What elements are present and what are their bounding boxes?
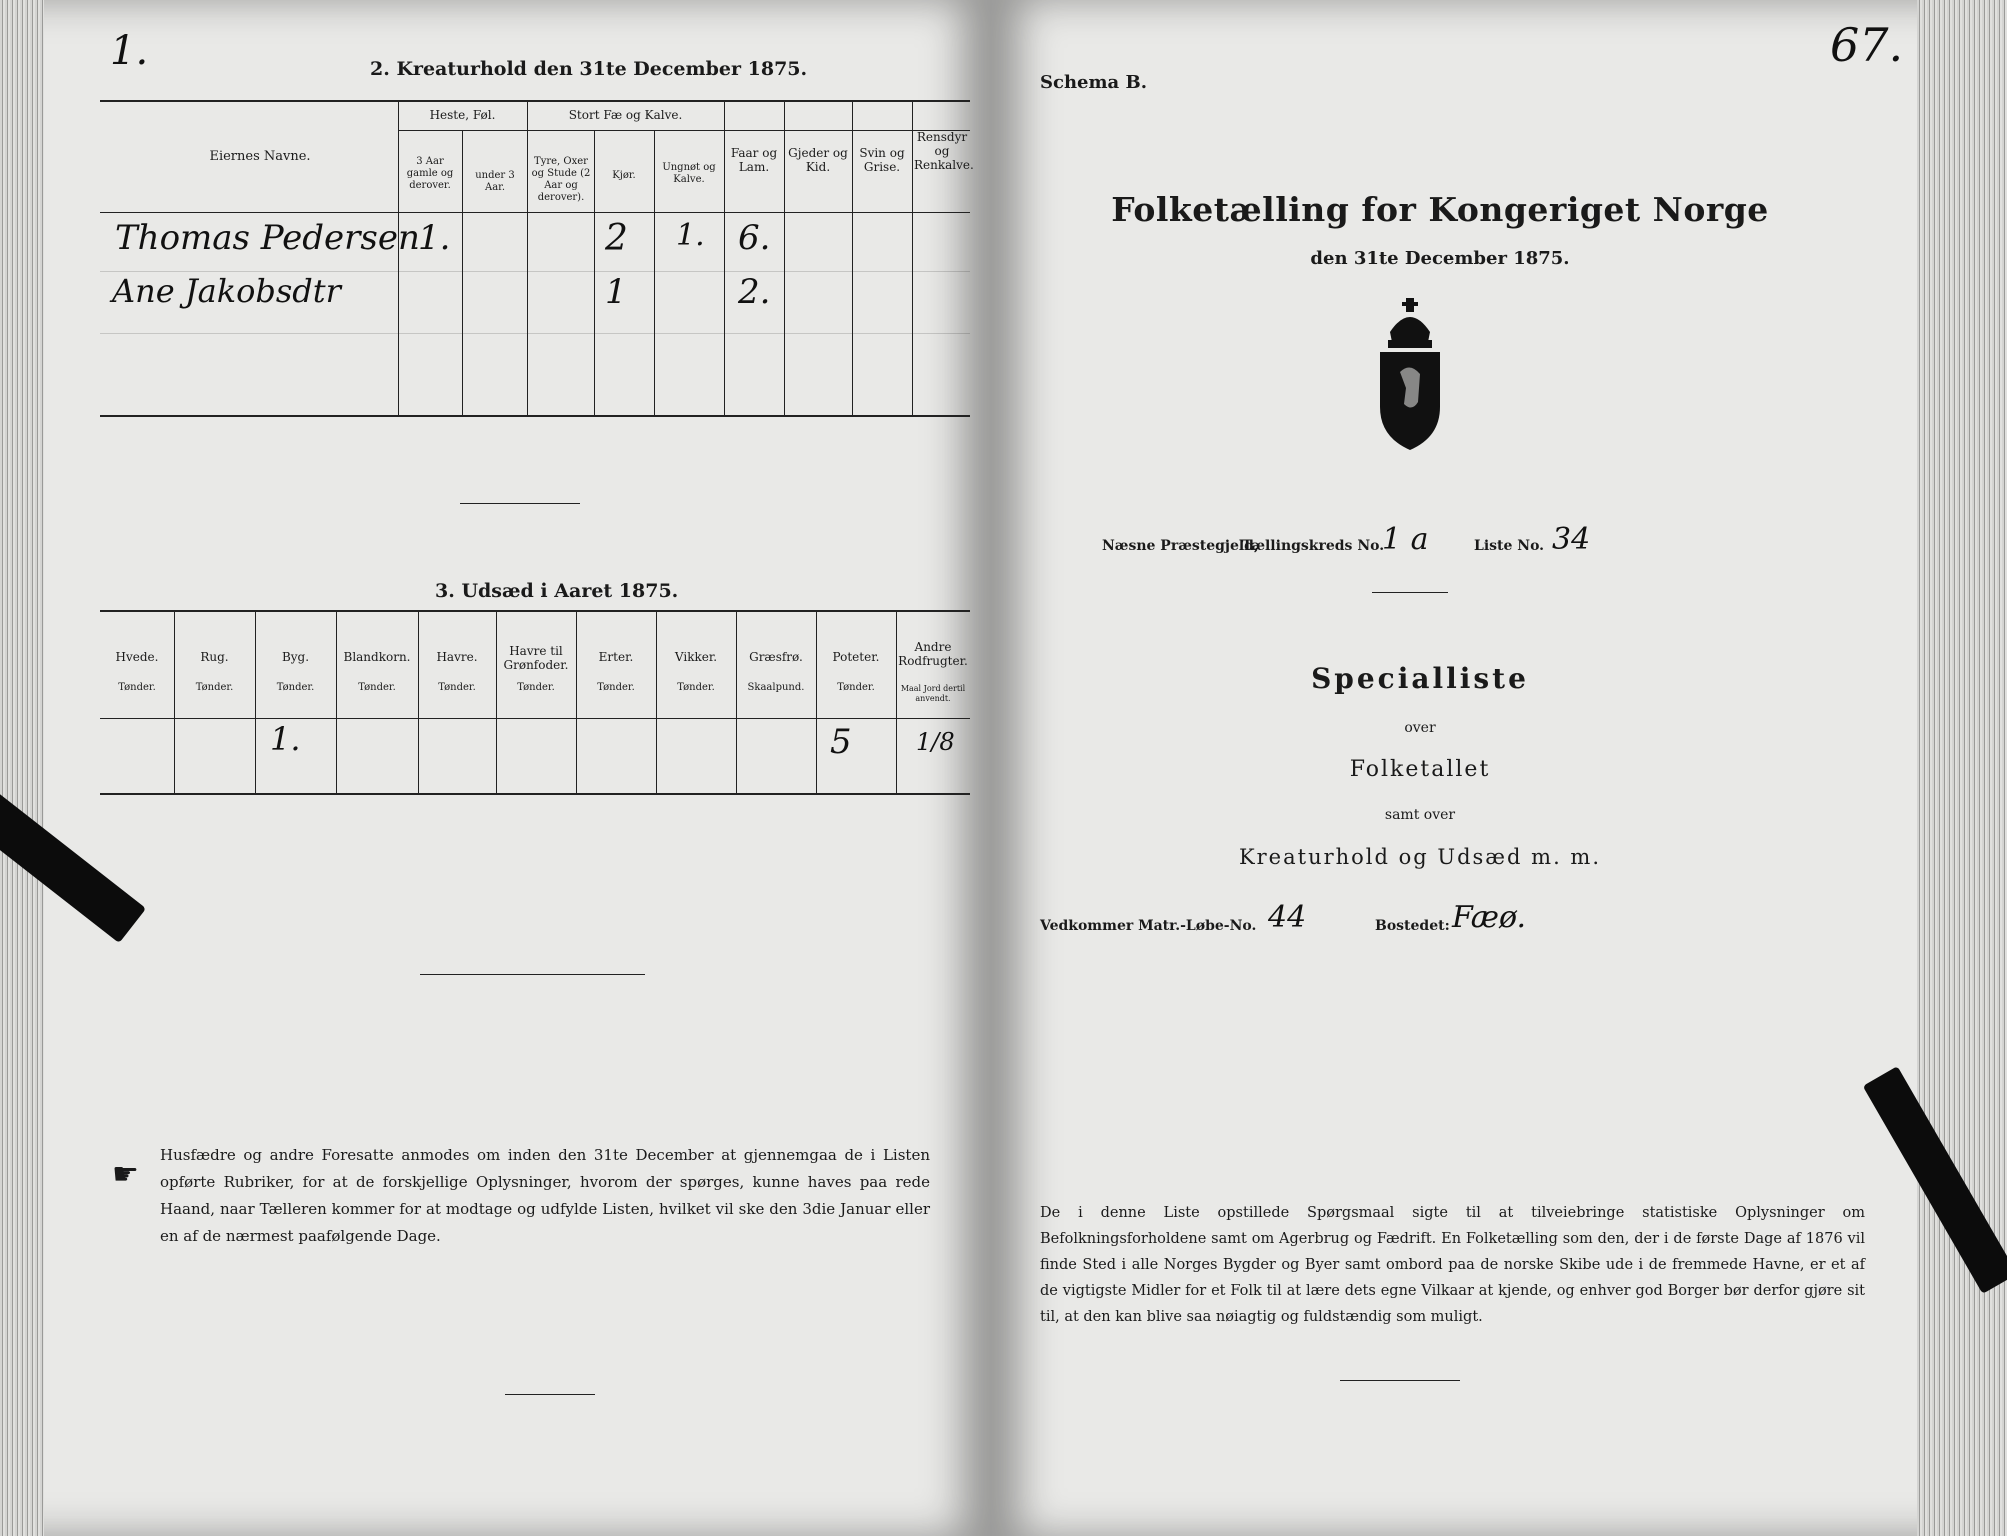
byg-value: 1. bbox=[270, 720, 301, 758]
seed-unit: Tønder. bbox=[118, 682, 156, 693]
left-page-edges bbox=[0, 0, 44, 1536]
faar-value: 6. bbox=[738, 218, 771, 258]
seed-col-header: Vikker. bbox=[674, 650, 718, 664]
header-stort-fae: Stort Fæ og Kalve. bbox=[568, 108, 683, 122]
seed-col-header: Havre til Grønfoder. bbox=[503, 644, 569, 672]
folketallet-label: Folketallet bbox=[1349, 757, 1491, 782]
livestock-title: 2. Kreaturhold den 31te December 1875. bbox=[370, 58, 808, 80]
seed-col-header: Byg. bbox=[281, 650, 310, 664]
kreds-label: Tællingskreds No. bbox=[1242, 538, 1385, 554]
seed-unit: Tønder. bbox=[276, 682, 315, 693]
seed-title: 3. Udsæd i Aaret 1875. bbox=[435, 580, 679, 602]
faar-value: 2. bbox=[738, 272, 771, 312]
norway-coat-of-arms-icon bbox=[1370, 292, 1450, 452]
heste-value: 1. bbox=[418, 218, 451, 258]
header-under3: under 3 Aar. bbox=[475, 170, 515, 193]
matr-value: 44 bbox=[1268, 900, 1307, 935]
left-page bbox=[0, 0, 990, 1536]
header-heste: Heste, Føl. bbox=[429, 108, 496, 122]
seed-unit: Tønder. bbox=[837, 682, 875, 693]
header-ungnaut: Ungnøt og Kalve. bbox=[662, 162, 716, 185]
seed-col-header: Rug. bbox=[200, 650, 229, 664]
liste-label: Liste No. bbox=[1474, 538, 1545, 554]
owner-name: Ane Jakobsdtr bbox=[112, 272, 341, 310]
seed-unit: Skaalpund. bbox=[747, 682, 805, 693]
census-date: den 31te December 1875. bbox=[1310, 248, 1570, 269]
header-kjor: Kjør. bbox=[612, 170, 636, 181]
rodfrugter-value: 1/8 bbox=[916, 728, 955, 756]
header-tyre: Tyre, Oxer og Stude (2 Aar og derover). bbox=[531, 156, 591, 203]
matr-label: Vedkommer Matr.-Løbe-No. bbox=[1040, 918, 1257, 934]
samt-over-label: samt over bbox=[1384, 807, 1456, 823]
owner-name: Thomas Pedersen bbox=[115, 218, 420, 258]
header-svin: Svin og Grise. bbox=[859, 146, 905, 174]
purpose-text: De i denne Liste opstillede Spørgsmaal sigte til at tilveiebringe statistiske Oplysninger om Befolkningsforholdene samt om Agerbrug og Fædrift. En Folketælling som den, der i de første Dage af 1876 vil finde Sted i alle Norges Bygder og Byer samt ombord paa de norske Skibe ude i de fremmede Havne, er et af de vigtigste Midler for et Folk til at lære dets egne Vilkaar at kjende, og enhver god Borger bør derfor gjøre sit til, at den kan blive saa nøiagtig og fuldstændig som muligt. bbox=[1040, 1205, 1865, 1325]
kreaturhold-label: Kreaturhold og Udsæd m. m. bbox=[1238, 845, 1602, 869]
seed-unit: Tønder. bbox=[438, 682, 476, 693]
seed-col-header: Hvede. bbox=[115, 650, 159, 664]
liste-value: 34 bbox=[1552, 522, 1591, 557]
ungnaut-value: 1. bbox=[676, 218, 705, 253]
owner-header: Eiernes Navne. bbox=[209, 149, 311, 164]
pointing-hand-icon: ☛ bbox=[112, 1157, 139, 1192]
seed-unit: Tønder. bbox=[597, 682, 635, 693]
seed-col-header: Havre. bbox=[436, 650, 478, 664]
page-mark: 1. bbox=[110, 28, 149, 74]
right-page bbox=[990, 0, 2007, 1536]
seed-unit: Maal Jord dertil anvendt. bbox=[900, 684, 966, 703]
prestegjeld-label: Næsne Præstegjeld, bbox=[1102, 538, 1259, 554]
header-faar: Faar og Lam. bbox=[730, 146, 778, 174]
header-3aar: 3 Aar gamle og derover. bbox=[406, 156, 454, 191]
kreds-value: 1 a bbox=[1382, 522, 1429, 557]
seed-col-header: Erter. bbox=[598, 650, 634, 664]
seed-col-header: Blandkorn. bbox=[343, 650, 411, 664]
seed-col-header: Andre Rodfrugter. bbox=[898, 640, 968, 668]
header-gjeder: Gjeder og Kid. bbox=[788, 146, 848, 174]
seed-unit: Tønder. bbox=[195, 682, 234, 693]
page-number: 67. bbox=[1830, 18, 1904, 72]
main-title: Folketælling for Kongeriget Norge bbox=[1111, 190, 1769, 229]
kjor-value: 2 bbox=[605, 218, 628, 259]
seed-unit: Tønder. bbox=[358, 682, 396, 693]
header-rensdyr: Rensdyr og Renkalve. bbox=[914, 130, 974, 172]
seed-unit: Tønder. bbox=[677, 682, 715, 693]
instructions-notice: Husfædre og andre Foresatte anmodes om inden den 31te December at gjennemgaa de i Listen opførte Rubriker, for at de forskjellige Oplysninger, hvorom der spørges, kunne haves paa rede Haand, naar Tælleren kommer for at modtage og udfylde Listen, hvilket vil ske den 3die Januar eller en af de nærmest paafølgende Dage. bbox=[160, 1146, 930, 1245]
seed-col-header: Poteter. bbox=[832, 650, 880, 664]
seed-col-header: Græsfrø. bbox=[749, 650, 803, 664]
kjor-value: 1 bbox=[605, 272, 627, 312]
bosted-label: Bostedet: bbox=[1375, 918, 1450, 934]
bosted-value: Fæø. bbox=[1452, 900, 1527, 935]
over-label: over bbox=[1404, 720, 1436, 736]
schema-label: Schema B. bbox=[1040, 72, 1147, 93]
right-page-edges bbox=[1917, 0, 2007, 1536]
seed-unit: Tønder. bbox=[517, 682, 555, 693]
specialliste-title: Specialliste bbox=[1311, 662, 1529, 695]
poteter-value: 5 bbox=[830, 722, 852, 762]
